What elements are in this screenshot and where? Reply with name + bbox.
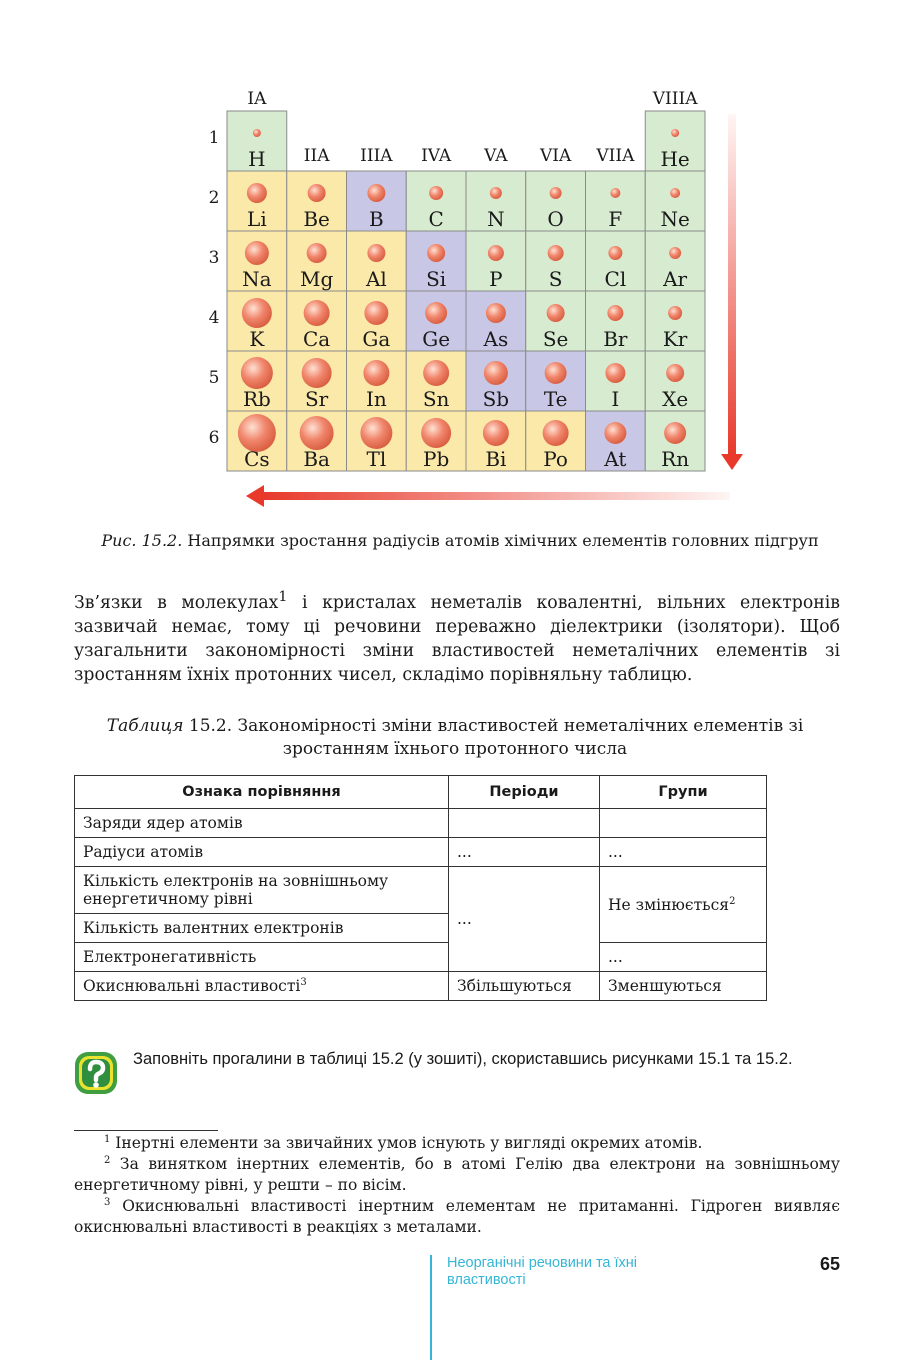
group-label: VIIIA: [652, 89, 698, 109]
group-cell-text: Не змінюється: [608, 895, 730, 914]
element-symbol: F: [608, 207, 623, 231]
period-label: 4: [208, 308, 220, 328]
element-symbol: Cs: [244, 447, 270, 471]
group-cell: ...: [600, 838, 767, 867]
element-symbol: Br: [603, 327, 628, 351]
atom-sphere: [245, 241, 269, 265]
period-cell: Збільшуються: [449, 972, 600, 1001]
element-symbol: Be: [303, 207, 330, 231]
footnote: [74, 1154, 840, 1196]
row-label: Радіуси атомів: [75, 838, 449, 867]
atom-sphere: [604, 422, 626, 444]
group-label: VA: [484, 146, 508, 166]
row-label: Кількість електронів на зовнішньому енергетичному рівні: [75, 867, 449, 914]
figure-caption: [100, 531, 820, 551]
paragraph-text-2: і кристалах неметалів ковалентні, вільних електронів зазвичай немає, тому ці речовини переважно діелектрики (ізолятори). Щоб узагальнити закономірності зміни властивостей неметалічних елементів зі зростанням їхніх протонних чисел, складімо порівняльну таблицю.: [74, 593, 840, 685]
footnote-mark: 3: [104, 1196, 111, 1208]
footer-divider: [430, 1255, 432, 1360]
atom-sphere: [488, 245, 504, 261]
footnote-ref-2: 2: [729, 895, 736, 907]
atom-sphere: [421, 418, 451, 448]
group-cell: [600, 809, 767, 838]
atom-sphere: [360, 417, 392, 449]
left-arrow-head: [246, 485, 264, 507]
table-row: [75, 867, 767, 914]
element-symbol: Ba: [303, 447, 330, 471]
atom-sphere: [247, 183, 267, 203]
group-label: VIIA: [596, 146, 635, 166]
element-symbol: Se: [542, 327, 569, 351]
row-label: [75, 972, 449, 1001]
atom-sphere: [302, 358, 332, 388]
table-row: [75, 838, 767, 867]
element-symbol: Sn: [422, 387, 450, 411]
element-symbol: O: [547, 207, 564, 231]
footnote: [74, 1196, 840, 1238]
atom-sphere: [253, 129, 261, 137]
table-row: [75, 943, 767, 972]
atom-sphere: [543, 420, 569, 446]
element-symbol: In: [365, 387, 387, 411]
element-symbol: At: [604, 447, 627, 471]
group-label: VIA: [539, 146, 572, 166]
period-label: 1: [208, 128, 220, 148]
element-symbol: As: [483, 327, 509, 351]
footnote-mark: 2: [104, 1154, 111, 1166]
element-symbol: C: [428, 207, 444, 231]
atom-sphere: [608, 246, 622, 260]
row-label: Електронегативність: [75, 943, 449, 972]
footnotes: [74, 1133, 840, 1238]
element-symbol: Ca: [303, 327, 331, 351]
row-label: Заряди ядер атомів: [75, 809, 449, 838]
element-symbol: Sb: [482, 387, 510, 411]
atom-sphere: [308, 184, 326, 202]
atom-sphere: [423, 360, 449, 386]
atom-sphere: [670, 188, 680, 198]
footnote-text: За винятком інертних елементів, бо в атомі Гелію два електрони на зовнішньому енергетичному рівні, у решти – по вісім.: [74, 1155, 840, 1194]
comparison-table: [74, 775, 767, 1001]
footnote-divider: [74, 1130, 218, 1131]
atom-sphere: [242, 298, 272, 328]
atom-sphere: [607, 305, 623, 321]
element-symbol: Ge: [422, 327, 451, 351]
question-icon: [74, 1051, 118, 1095]
atom-sphere: [486, 303, 506, 323]
atom-sphere: [666, 364, 684, 382]
atom-sphere: [605, 363, 625, 383]
element-symbol: Tl: [366, 447, 387, 471]
element-symbol: Pb: [422, 447, 450, 471]
atom-sphere: [363, 360, 389, 386]
element-symbol: Rb: [242, 387, 271, 411]
group-label: IVA: [421, 146, 452, 166]
element-symbol: H: [248, 147, 266, 171]
element-symbol: Na: [242, 267, 272, 291]
element-symbol: Li: [247, 207, 267, 231]
table-caption: [90, 715, 820, 761]
table-row: [75, 809, 767, 838]
paragraph-text-1: Зв’язки в молекулах: [74, 593, 279, 613]
element-symbol: Po: [543, 447, 568, 471]
element-symbol: Kr: [662, 327, 688, 351]
element-symbol: S: [548, 267, 563, 291]
down-arrow-head: [721, 454, 743, 470]
element-symbol: K: [249, 327, 265, 351]
group-label: IIIA: [360, 146, 393, 166]
atom-sphere: [550, 187, 562, 199]
table-caption-label: Таблиця: [106, 716, 184, 736]
period-cell: [449, 809, 600, 838]
atom-sphere: [547, 304, 565, 322]
atom-sphere: [304, 300, 330, 326]
period-label: 3: [208, 248, 220, 268]
row-label: Кількість валентних електронів: [75, 914, 449, 943]
atom-sphere: [548, 245, 564, 261]
element-symbol: Sr: [304, 387, 329, 411]
atom-sphere: [669, 247, 681, 259]
footnote-ref-3: 3: [300, 976, 307, 988]
element-symbol: Ne: [660, 207, 690, 231]
periodic-table-figure: [200, 84, 760, 514]
atom-sphere: [490, 187, 502, 199]
atom-sphere: [300, 416, 334, 450]
atom-sphere: [483, 420, 509, 446]
left-arrow-shaft: [262, 492, 730, 500]
footnote-ref-1: 1: [278, 589, 288, 606]
element-symbol: Te: [543, 387, 568, 411]
element-symbol: I: [611, 387, 620, 411]
atom-sphere: [364, 301, 388, 325]
period-label: 6: [208, 428, 220, 448]
atom-sphere: [425, 302, 447, 324]
group-label: IIA: [303, 146, 330, 166]
period-cell: ...: [449, 838, 600, 867]
header-groups: Групи: [600, 776, 767, 809]
period-cell: ...: [449, 867, 600, 972]
element-symbol: Al: [365, 267, 387, 291]
period-label: 2: [208, 188, 220, 208]
group-label: IA: [247, 89, 267, 109]
element-symbol: Ga: [362, 327, 391, 351]
periodic-table: [200, 84, 760, 514]
atom-sphere: [664, 422, 686, 444]
footnote-text: Інертні елементи за звичайних умов існують у вигляді окремих атомів.: [110, 1134, 703, 1152]
element-symbol: He: [660, 147, 690, 171]
element-symbol: N: [487, 207, 505, 231]
table-row: [75, 972, 767, 1001]
atom-sphere: [367, 184, 385, 202]
atom-sphere: [241, 357, 273, 389]
atom-sphere: [484, 361, 508, 385]
row-label-text: Окиснювальні властивості: [83, 977, 301, 995]
footnote: [74, 1133, 840, 1154]
table-caption-text: 15.2. Закономірності зміни властивостей неметалічних елементів зі зростанням їхнього протонного числа: [183, 716, 804, 759]
header-periods: Періоди: [449, 776, 600, 809]
element-symbol: P: [489, 267, 503, 291]
atom-sphere: [427, 244, 445, 262]
body-paragraph: [74, 591, 840, 687]
atom-sphere: [671, 129, 679, 137]
period-label: 5: [208, 368, 220, 388]
figure-caption-label: Рис. 15.2.: [101, 531, 183, 550]
element-symbol: Rn: [661, 447, 690, 471]
page-number: 65: [819, 1254, 840, 1274]
element-symbol: Mg: [299, 267, 334, 291]
element-symbol: Ar: [663, 267, 688, 291]
table-header-row: [75, 776, 767, 809]
element-symbol: B: [369, 207, 384, 231]
header-feature: Ознака порівняння: [75, 776, 449, 809]
atom-sphere: [307, 243, 327, 263]
group-cell: ...: [600, 943, 767, 972]
atom-sphere: [668, 306, 682, 320]
group-cell: [600, 867, 767, 943]
atom-sphere: [610, 188, 620, 198]
section-title: Неорганічні речовини та їхні властивості: [447, 1255, 638, 1288]
group-cell: Зменшуються: [600, 972, 767, 1001]
down-arrow-shaft: [728, 114, 736, 456]
element-symbol: Cl: [604, 267, 627, 291]
task-text: Заповніть прогалини в таблиці 15.2 (у зошиті), скориставшись рисунками 15.1 та 15.2.: [133, 1050, 793, 1068]
atom-sphere: [545, 362, 567, 384]
footnote-text: Окиснювальні властивості інертним елементам не притаманні. Гідроген виявляє окиснювальні властивості в реакціях з металами.: [74, 1197, 840, 1236]
atom-sphere: [367, 244, 385, 262]
atom-sphere: [429, 186, 443, 200]
element-symbol: Bi: [485, 447, 507, 471]
figure-caption-text: Напрямки зростання радіусів атомів хімічних елементів головних підгруп: [182, 531, 819, 550]
element-symbol: Xe: [662, 387, 689, 411]
footnote-mark: 1: [104, 1133, 111, 1145]
element-symbol: Si: [426, 267, 447, 291]
